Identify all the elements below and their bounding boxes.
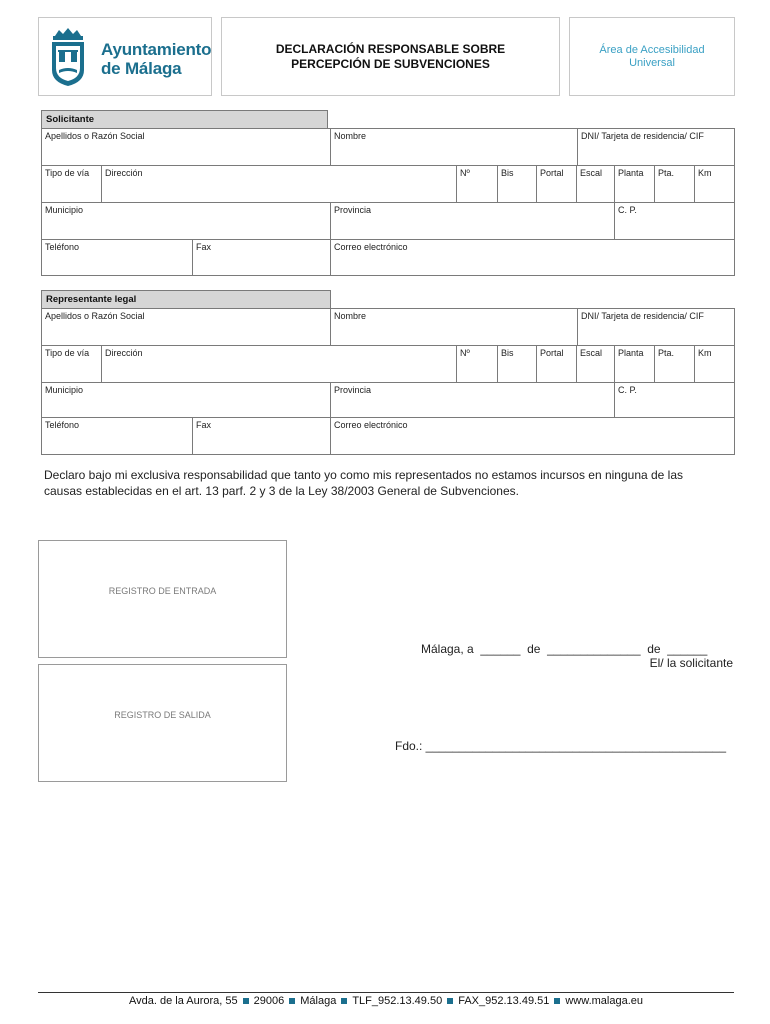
department-line-1: Área de Accesibilidad	[599, 44, 705, 56]
solicitante-pta-field[interactable]: Pta.	[654, 165, 695, 203]
department-name	[599, 44, 704, 70]
representante-tipo-via-field[interactable]: Tipo de vía	[41, 345, 102, 383]
solicitante-km-field[interactable]: Km	[694, 165, 735, 203]
logo-box	[38, 17, 212, 96]
solicitante-fax-field[interactable]: Fax	[192, 239, 331, 276]
solicitante-nombre-field[interactable]: Nombre	[330, 128, 578, 166]
solicitante-numero-field[interactable]: Nº	[456, 165, 498, 203]
representante-planta-field[interactable]: Planta	[614, 345, 655, 383]
representante-cp-field[interactable]: C. P.	[614, 382, 735, 418]
section-representante-label: Representante legal	[41, 290, 331, 308]
representante-direccion-field[interactable]: Dirección	[101, 345, 457, 383]
bullet-square-icon	[554, 998, 560, 1004]
representante-portal-field[interactable]: Portal	[536, 345, 577, 383]
representante-km-field[interactable]: Km	[694, 345, 735, 383]
solicitante-provincia-field[interactable]: Provincia	[330, 202, 615, 240]
bullet-square-icon	[447, 998, 453, 1004]
coat-of-arms-icon	[47, 26, 89, 88]
footer-address: Avda. de la Aurora, 55	[128, 995, 238, 1007]
footer-web-link[interactable]: www.malaga.eu	[565, 995, 644, 1007]
solicitante-planta-field[interactable]: Planta	[614, 165, 655, 203]
registro-salida-label: REGISTRO DE SALIDA	[114, 710, 211, 720]
representante-escal-field[interactable]: Escal	[576, 345, 615, 383]
logo-line-1: Ayuntamiento	[101, 40, 212, 59]
bullet-square-icon	[243, 998, 249, 1004]
logo-line-2: de Málaga	[101, 59, 182, 78]
solicitante-tipo-via-field[interactable]: Tipo de vía	[41, 165, 102, 203]
representante-apellidos-field[interactable]: Apellidos o Razón Social	[41, 308, 331, 346]
representante-pta-field[interactable]: Pta.	[654, 345, 695, 383]
department-box	[569, 17, 735, 96]
footer-postcode: 29006	[253, 995, 285, 1007]
title-line-2: PERCEPCIÓN DE SUBVENCIONES	[291, 56, 490, 71]
solicitante-telefono-field[interactable]: Teléfono	[41, 239, 193, 276]
registro-entrada-label: REGISTRO DE ENTRADA	[108, 586, 217, 596]
title-line-1: DECLARACIÓN RESPONSABLE SOBRE	[275, 41, 506, 56]
solicitante-cp-field[interactable]: C. P.	[614, 202, 735, 240]
bullet-square-icon	[289, 998, 295, 1004]
solicitante-correo-field[interactable]: Correo electrónico	[330, 239, 735, 276]
footer	[38, 994, 734, 1008]
logo-wordmark	[101, 40, 211, 78]
footer-divider	[38, 992, 734, 993]
representante-telefono-field[interactable]: Teléfono	[41, 417, 193, 455]
title-box	[221, 17, 560, 96]
place-date-line[interactable]: Málaga, a ______ de ______________ de ______	[421, 642, 708, 656]
representante-municipio-field[interactable]: Municipio	[41, 382, 331, 418]
department-line-2: Universal	[629, 57, 675, 69]
solicitante-municipio-field[interactable]: Municipio	[41, 202, 331, 240]
solicitante-portal-field[interactable]: Portal	[536, 165, 577, 203]
page-title	[276, 42, 505, 72]
solicitante-apellidos-field[interactable]: Apellidos o Razón Social	[41, 128, 331, 166]
representante-correo-field[interactable]: Correo electrónico	[330, 417, 735, 455]
bullet-square-icon	[341, 998, 347, 1004]
signature-line[interactable]: Fdo.: _____________________________________________	[395, 739, 727, 753]
registro-salida-box	[38, 664, 287, 782]
representante-bis-field[interactable]: Bis	[497, 345, 537, 383]
representante-provincia-field[interactable]: Provincia	[330, 382, 615, 418]
footer-fax: FAX_952.13.49.51	[458, 995, 550, 1007]
solicitante-dni-field[interactable]: DNI/ Tarjeta de residencia/ CIF	[577, 128, 735, 166]
solicitante-escal-field[interactable]: Escal	[576, 165, 615, 203]
signer-role: El/ la solicitante	[649, 656, 733, 670]
representante-numero-field[interactable]: Nº	[456, 345, 498, 383]
registro-entrada-box	[38, 540, 287, 658]
solicitante-bis-field[interactable]: Bis	[497, 165, 537, 203]
declaration-text: Declaro bajo mi exclusiva responsabilidad que tanto yo como mis representados no estamos incursos en ninguna de las causas establecidas en el art. 13 parf. 2 y 3 de la Ley 38/2003 General de Subvenciones.	[44, 468, 684, 498]
solicitante-direccion-field[interactable]: Dirección	[101, 165, 457, 203]
representante-dni-field[interactable]: DNI/ Tarjeta de residencia/ CIF	[577, 308, 735, 346]
section-solicitante-label: Solicitante	[41, 110, 328, 128]
representante-nombre-field[interactable]: Nombre	[330, 308, 578, 346]
footer-city: Málaga	[300, 995, 337, 1007]
representante-fax-field[interactable]: Fax	[192, 417, 331, 455]
footer-phone: TLF_952.13.49.50	[352, 995, 443, 1007]
